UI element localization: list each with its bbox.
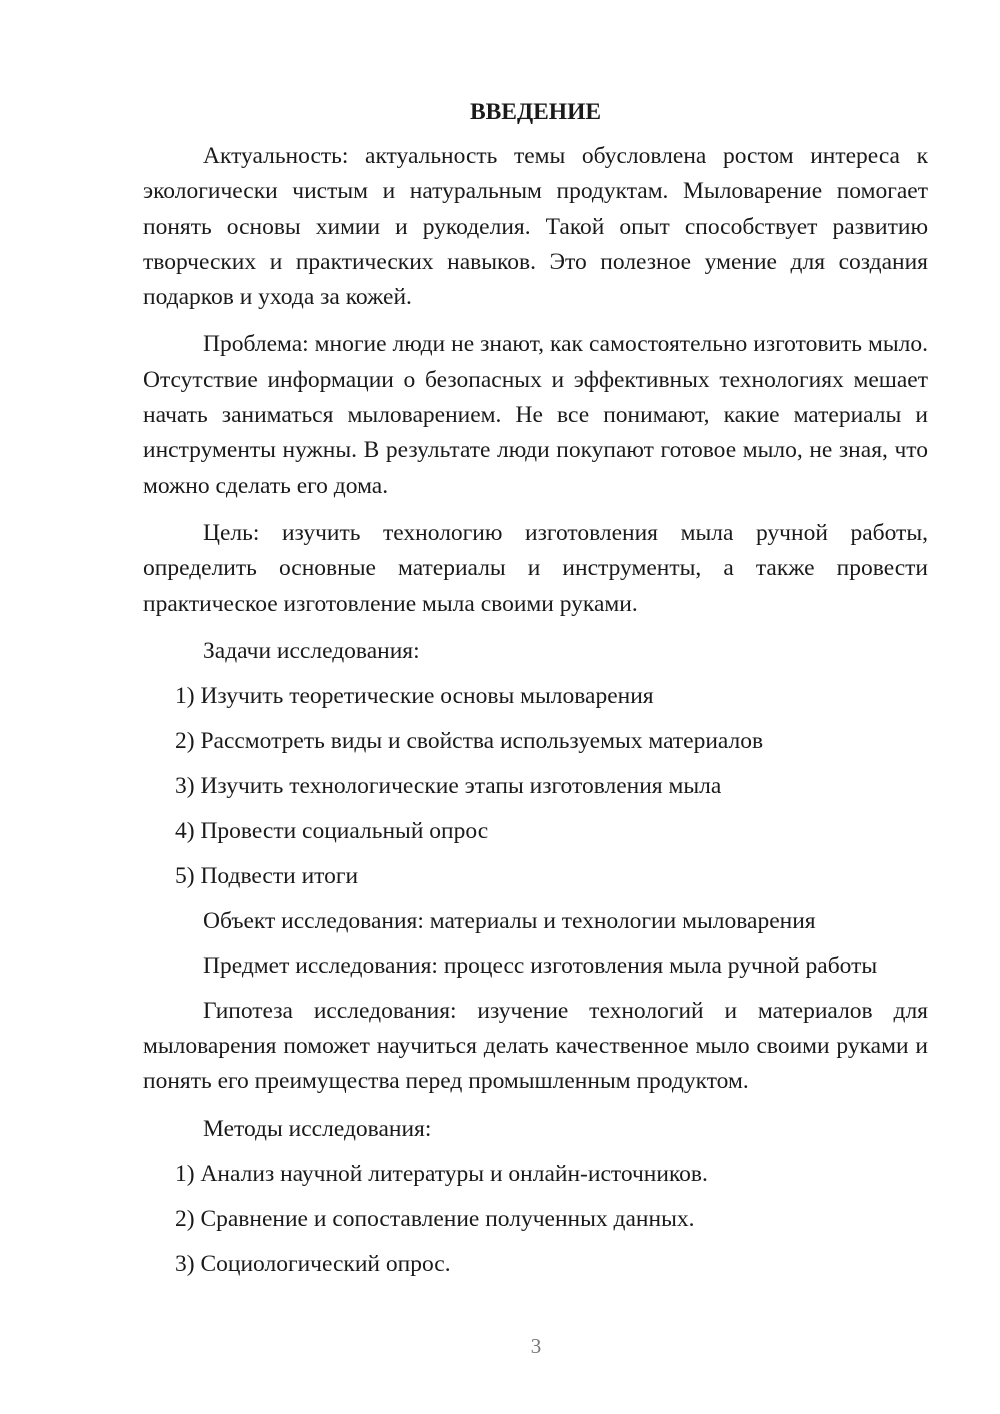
research-object: Объект исследования: материалы и технологии мыловарения bbox=[203, 907, 816, 934]
relevance-paragraph: Актуальность: актуальность темы обусловлена ростом интереса к экологически чистым и натуральным продуктам. Мыловарение помогает понять основы химии и рукоделия. Такой опыт способствует развитию творческих и практических навыков. Это полезное умение для создания подарков и ухода за кожей. bbox=[143, 143, 928, 311]
problem-paragraph: Проблема: многие люди не знают, как самостоятельно изготовить мыло. Отсутствие информации о безопасных и эффективных технологиях мешает начать заниматься мыловарением. Не все понимают, какие материалы и инструменты нужны. В результате люди покупают готовое мыло, не зная, что можно сделать его дома. bbox=[143, 331, 928, 499]
task-item: 3) Изучить технологические этапы изготовления мыла bbox=[175, 772, 722, 799]
task-item: 4) Провести социальный опрос bbox=[175, 817, 489, 844]
method-item: 1) Анализ научной литературы и онлайн-источников. bbox=[175, 1160, 708, 1187]
methods-heading: Методы исследования: bbox=[203, 1115, 432, 1142]
research-subject: Предмет исследования: процесс изготовления мыла ручной работы bbox=[203, 952, 878, 979]
page-body bbox=[143, 95, 928, 1292]
task-item: 1) Изучить теоретические основы мыловарения bbox=[175, 682, 654, 709]
task-item: 5) Подвести итоги bbox=[175, 862, 359, 889]
goal-paragraph: Цель: изучить технологию изготовления мыла ручной работы, определить основные материалы и инструменты, а также провести практическое изготовление мыла своими руками. bbox=[143, 519, 928, 617]
method-item: 3) Социологический опрос. bbox=[175, 1250, 451, 1277]
tasks-heading: Задачи исследования: bbox=[203, 637, 420, 664]
page-number: 3 bbox=[530, 1334, 542, 1358]
section-title: ВВЕДЕНИЕ bbox=[469, 99, 602, 125]
hypothesis-paragraph: Гипотеза исследования: изучение технологий и материалов для мыловарения поможет научиться делать качественное мыло своими руками и понять его преимущества перед промышленным продуктом. bbox=[143, 997, 928, 1095]
task-item: 2) Рассмотреть виды и свойства используемых материалов bbox=[175, 727, 764, 754]
method-item: 2) Сравнение и сопоставление полученных данных. bbox=[175, 1205, 695, 1232]
